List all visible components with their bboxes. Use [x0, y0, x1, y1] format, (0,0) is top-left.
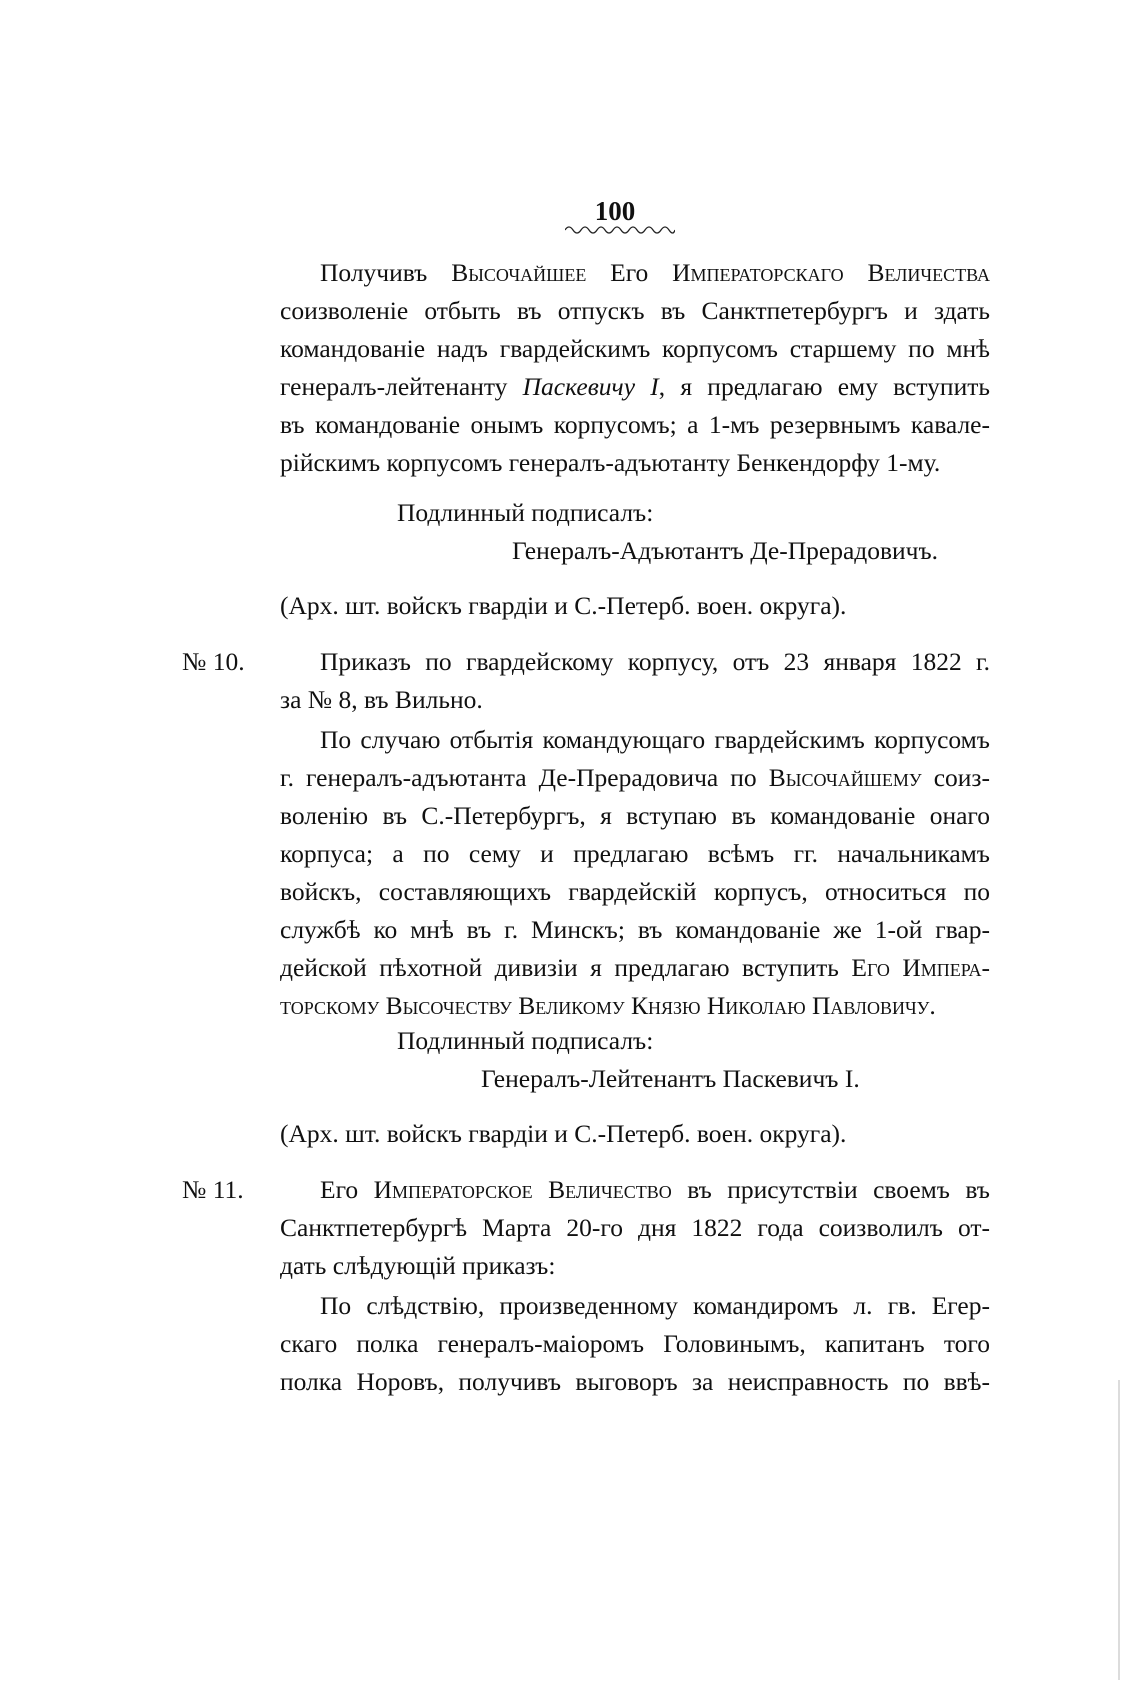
paragraph-1	[280, 254, 990, 482]
document-11-body-line-1: По слѣдствію, произведенному командиромъ л. гв. Егер-	[320, 1291, 990, 1320]
document-10-body	[280, 721, 990, 1025]
document-10-body-line-5: войскъ, составляющихъ гвардейскій корпусъ, относиться по	[280, 877, 990, 906]
paragraph-1-line-5: въ командованіе онымъ корпусомъ; а 1-мъ резервнымъ кавале-	[280, 410, 990, 439]
document-10-body-line-6: службѣ ко мнѣ въ г. Минскъ; въ командованіе же 1-ой гвар-	[280, 915, 990, 944]
document-10-body-line-1: По случаю отбытія командующаго гвардейскимъ корпусомъ	[320, 725, 990, 754]
paragraph-1-line-2: соизволеніе отбыть въ отпускъ въ Санктпетербургъ и здать	[280, 296, 990, 325]
document-10-body-line-8: торскому Высочеству Великому Князю Николаю Павловичу.	[280, 991, 936, 1020]
document-11-heading-line-2: Санктпетербургѣ Марта 20-го дня 1822 года соизволилъ от-	[280, 1213, 990, 1242]
document-11-body-line-2: скаго полка генералъ-маіоромъ Головинымъ, капитанъ того	[280, 1329, 990, 1358]
paragraph-1-line-6: рійскимъ корпусомъ генералъ-адъютанту Бенкендорфу 1-му.	[280, 448, 941, 477]
signature-2-name: Генералъ-Лейтенантъ Паскевичъ I.	[481, 1064, 860, 1093]
page-number-ornament	[565, 222, 675, 234]
document-10-heading-line-1: Приказъ по гвардейскому корпусу, отъ 23 января 1822 г.	[320, 647, 990, 676]
document-number-11: № 11.	[182, 1175, 244, 1204]
page-edge-shadow	[1118, 1380, 1120, 1680]
document-10-body-line-2: г. генералъ-адъютанта Де-Прерадовича по Высочайшему соиз-	[280, 763, 990, 792]
paragraph-1-line-4: генералъ-лейтенанту Паскевичу I, я предлагаю ему вступить	[280, 372, 990, 401]
page-number: 100	[594, 196, 636, 226]
signature-1-title: Подлинный подписалъ:	[397, 498, 654, 527]
document-10-body-line-3: воленію въ С.-Петербургъ, я вступаю въ командованіе онаго	[280, 801, 990, 830]
document-11-body-line-3: полка Норовъ, получивъ выговоръ за неисправность по ввѣ-	[280, 1367, 990, 1396]
document-11-heading-line-3: дать слѣдующій приказъ:	[280, 1251, 556, 1280]
document-10-heading	[280, 643, 990, 719]
archive-reference-2: (Арх. шт. войскъ гвардіи и С.-Петерб. воен. округа).	[280, 1119, 847, 1148]
document-10-body-line-7: дейской пѣхотной дивизіи я предлагаю вступить Его Импера-	[280, 953, 990, 982]
paragraph-1-line-1: Получивъ Высочайшее Его Императорскаго Величества	[320, 258, 990, 287]
paragraph-1-line-3: командованіе надъ гвардейскимъ корпусомъ старшему по мнѣ	[280, 334, 990, 363]
document-number-10: № 10.	[182, 647, 245, 676]
signature-1-name: Генералъ-Адъютантъ Де-Прерадовичъ.	[512, 536, 939, 565]
signature-2-title: Подлинный подписалъ:	[397, 1026, 654, 1055]
document-10-heading-line-2: за № 8, въ Вильно.	[280, 685, 483, 714]
document-10-body-line-4: корпуса; а по сему и предлагаю всѣмъ гг. начальникамъ	[280, 839, 990, 868]
document-11-heading-line-1: Его Императорское Величество въ присутствіи своемъ въ	[320, 1175, 990, 1204]
document-11-body	[280, 1287, 990, 1401]
document-11-heading	[280, 1171, 990, 1285]
archive-reference-1: (Арх. шт. войскъ гвардіи и С.-Петерб. воен. округа).	[280, 591, 847, 620]
